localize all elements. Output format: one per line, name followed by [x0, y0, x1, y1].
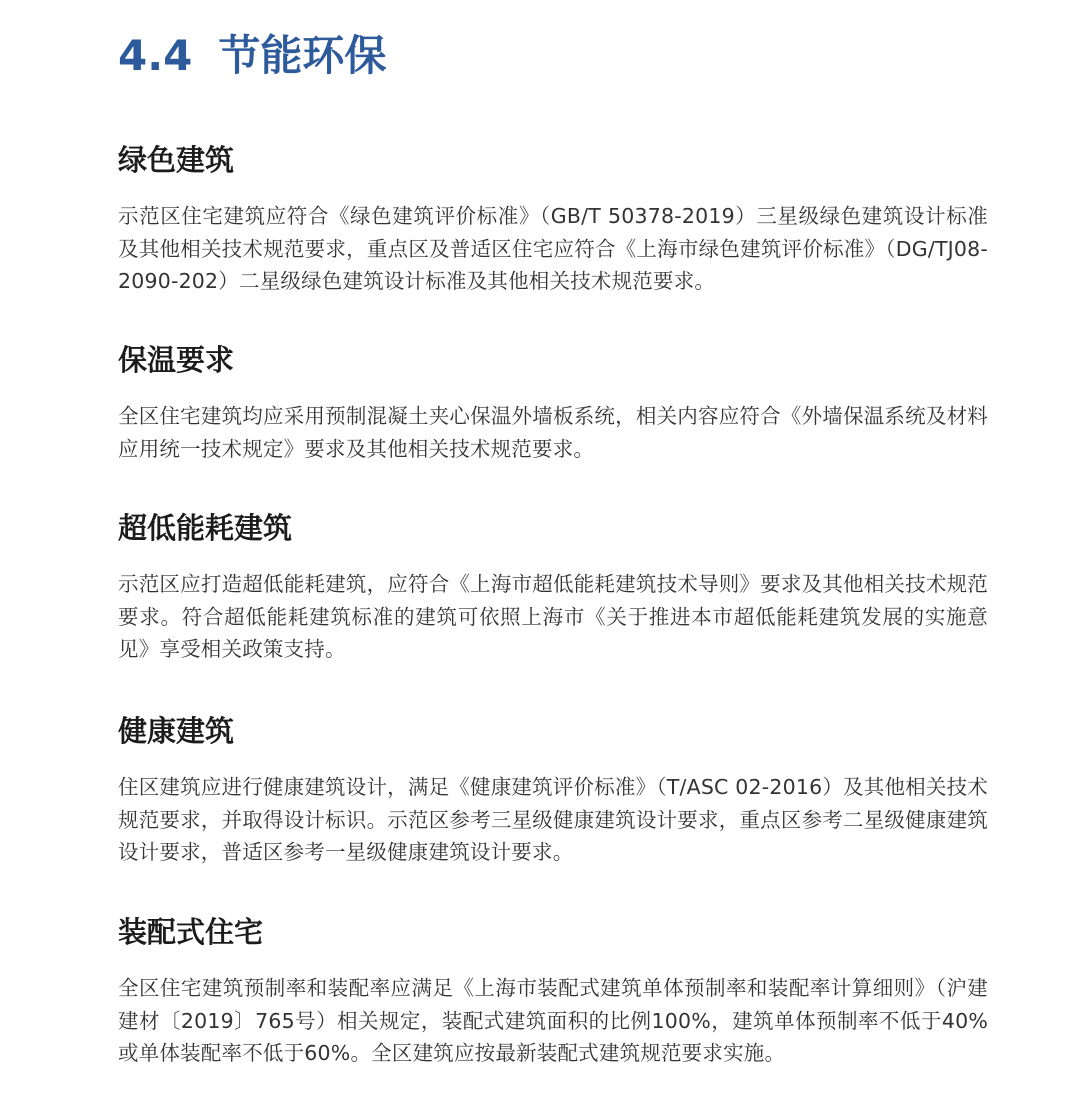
section-prefab-housing: [118, 912, 988, 1070]
section-number: 4.4: [118, 31, 193, 80]
section-body: 示范区应打造超低能耗建筑，应符合《上海市超低能耗建筑技术导则》要求及其他相关技术规范要求。符合超低能耗建筑标准的建筑可依照上海市《关于推进本市超低能耗建筑发展的实施意见》享受相关政策支持。: [118, 572, 988, 661]
section-heading: 绿色建筑: [118, 143, 235, 177]
section-heading: 超低能耗建筑: [118, 511, 293, 545]
section-green-building: [118, 140, 988, 298]
section-ultra-low-energy: [118, 508, 988, 666]
section-healthy-building: [118, 711, 988, 869]
section-insulation: [118, 340, 988, 465]
section-heading: 装配式住宅: [118, 915, 264, 949]
section-body: 住区建筑应进行健康建筑设计，满足《健康建筑评价标准》（T/ASC 02-2016）及其他相关技术规范要求，并取得设计标识。示范区参考三星级健康建筑设计要求，重点区参考二星级健康建筑设计要求，普适区参考一星级健康建筑设计要求。: [118, 775, 988, 864]
page-title: [118, 28, 386, 84]
section-body: 全区住宅建筑均应采用预制混凝土夹心保温外墙板系统，相关内容应符合《外墙保温系统及材料应用统一技术规定》要求及其他相关技术规范要求。: [118, 404, 988, 461]
section-heading: 保温要求: [118, 343, 235, 377]
section-title-text: 节能环保: [218, 31, 387, 80]
section-body: 示范区住宅建筑应符合《绿色建筑评价标准》（GB/T 50378-2019）三星级绿色建筑设计标准及其他相关技术规范要求，重点区及普适区住宅应符合《上海市绿色建筑评价标准》（DG/TJ08-2090-202）二星级绿色建筑设计标准及其他相关技术规范要求。: [118, 204, 988, 293]
section-body: 全区住宅建筑预制率和装配率应满足《上海市装配式建筑单体预制率和装配率计算细则》（沪建建材〔2019〕765号）相关规定，装配式建筑面积的比例100%，建筑单体预制率不低于40%或单体装配率不低于60%。全区建筑应按最新装配式建筑规范要求实施。: [118, 976, 988, 1065]
section-heading: 健康建筑: [118, 714, 235, 748]
